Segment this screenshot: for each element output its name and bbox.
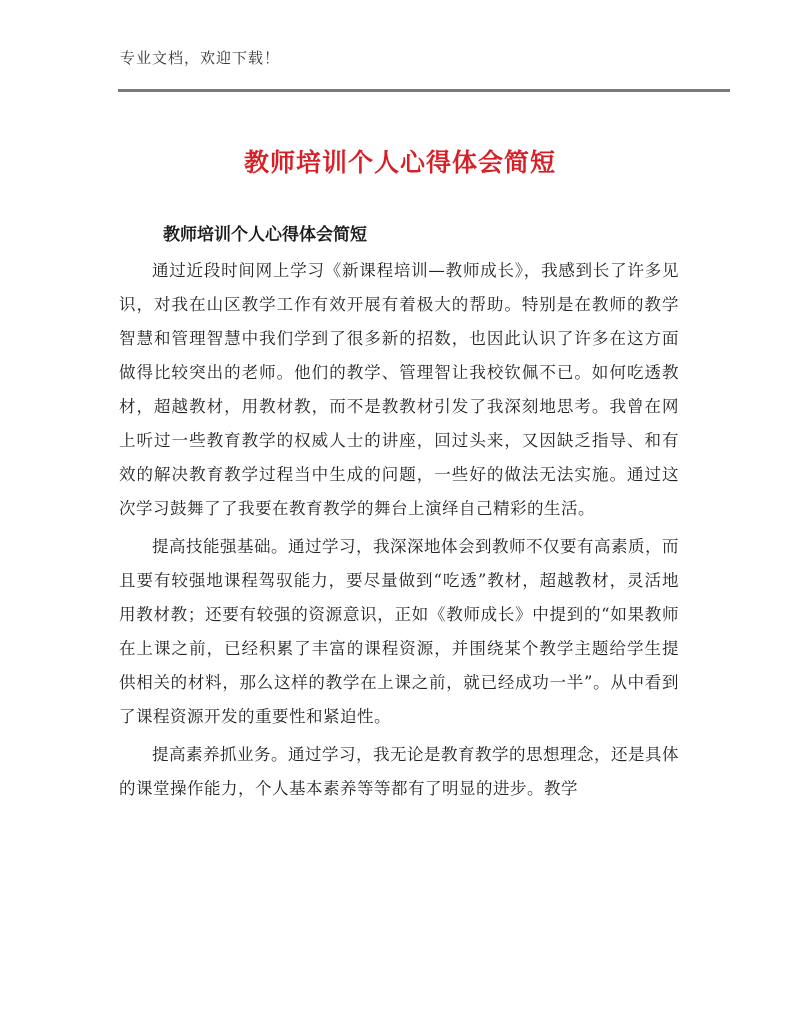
header-divider	[118, 89, 730, 92]
document-title: 教师培训个人心得体会简短	[243, 148, 556, 177]
paragraph: 通过近段时间网上学习《新课程培训—教师成长》，我感到长了许多见识，对我在山区教学工作有效开展有着极大的帮助。特别是在教师的教学智慧和管理智慧中我们学到了很多新的招数，也因此认识了许多在这方面做得比较突出的老师。他们的教学、管理智让我校钦佩不已。如何吃透教材，超越教材，用教材教，而不是教教材引发了我深刻地思考。我曾在网上听过一些教育教学的权威人士的讲座，回过头来，又因缺乏指导、和有效的解决教育教学过程当中生成的问题，一些好的做法无法实施。通过这次学习鼓舞了了我要在教育教学的舞台上演绎自己精彩的生活。	[119, 261, 679, 518]
paragraph: 提高素养抓业务。通过学习，我无论是教育教学的思想理念，还是具体的课堂操作能力，个人基本素养等等都有了明显的进步。教学	[119, 745, 679, 798]
paragraph: 提高技能强基础。通过学习，我深深地体会到教师不仅要有高素质，而且要有较强地课程驾驭能力，要尽量做到“吃透”教材，超越教材，灵活地用教材教；还要有较强的资源意识，正如《教师成长》中提到的“如果教师在上课之前，已经积累了丰富的课程资源，并围绕某个教学主题给学生提供相关的材料，那么这样的教学在上课之前，就已经成功一半”。从中看到了课程资源开发的重要性和紧迫性。	[119, 537, 679, 726]
header-note: 专业文档，欢迎下载！	[120, 49, 281, 67]
document-body	[119, 254, 679, 810]
document-subtitle: 教师培训个人心得体会简短	[163, 225, 367, 245]
